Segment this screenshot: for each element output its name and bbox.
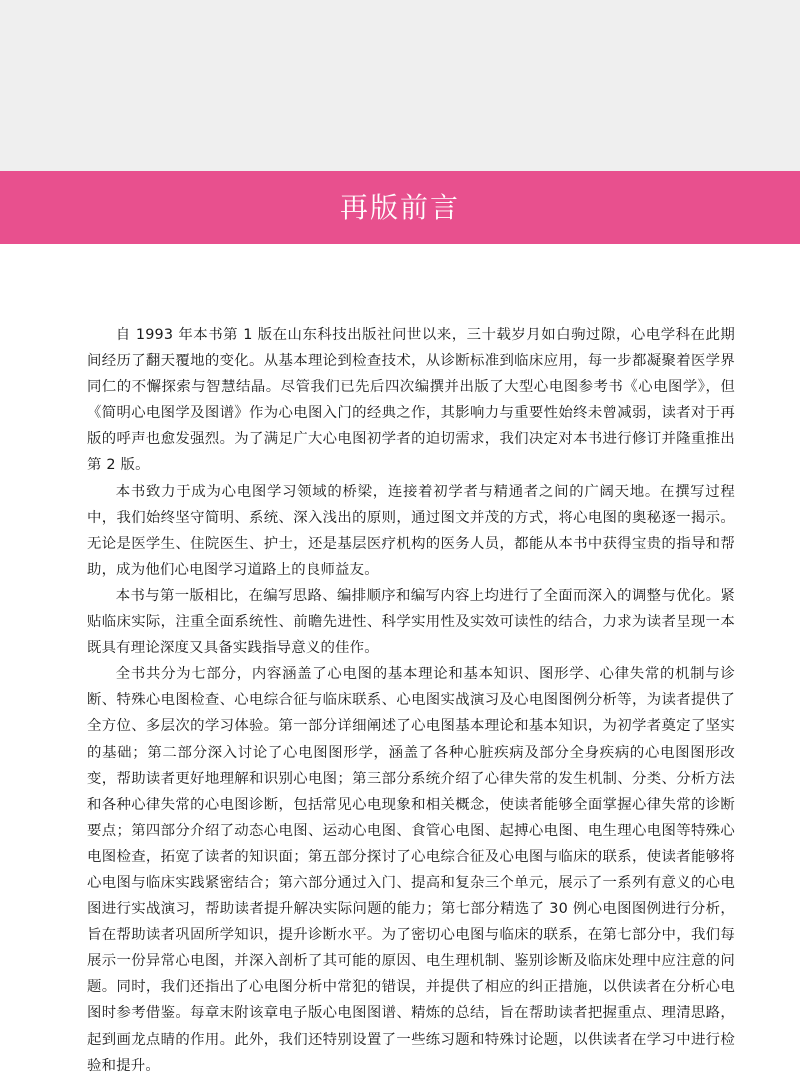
page-title: 再版前言 — [339, 191, 460, 224]
title-banner — [0, 171, 800, 244]
paragraph-2: 本书致力于成为心电图学习领域的桥梁，连接着初学者与精通者之间的广阔天地。在撰写过程中，我们始终坚守简明、系统、深入浅出的原则，通过图文并茂的方式，将心电图的奥秘逐一揭示。无论是医学生、住院医生、护士，还是基层医疗机构的医务人员，都能从本书中获得宝贵的指导和帮助，成为他们心电图学习道路上的良师益友。 — [87, 483, 735, 578]
paragraph-3: 本书与第一版相比，在编写思路、编排顺序和编写内容上均进行了全面而深入的调整与优化。紧贴临床实际，注重全面系统性、前瞻先进性、科学实用性及实效可读性的结合，力求为读者呈现一本既具有理论深度又具备实践指导意义的佳作。 — [87, 587, 735, 657]
paragraph-1: 自 1993 年本书第 1 版在山东科技出版社问世以来，三十载岁月如白驹过隙，心电学科在此期间经历了翻天覆地的变化。从基本理论到检查技术，从诊断标准到临床应用，每一步都凝聚着医学界同仁的不懈探索与智慧结晶。尽管我们已先后四次编撰并出版了大型心电图参考书《心电图学》，但《简明心电图学及图谱》作为心电图入门的经典之作，其影响力与重要性始终未曾减弱，读者对于再版的呼声也愈发强烈。为了满足广大心电图初学者的迫切需求，我们决定对本书进行修订并隆重推出第 2 版。 — [87, 327, 735, 474]
paragraph-4: 全书共分为七部分，内容涵盖了心电图的基本理论和基本知识、图形学、心律失常的机制与诊断、特殊心电图检查、心电综合征与临床联系、心电图实战演习及心电图图例分析等，为读者提供了全方位、多层次的学习体验。第一部分详细阐述了心电图基本理论和基本知识，为初学者奠定了坚实的基础；第二部分深入讨论了心电图图形学，涵盖了各种心脏疾病及部分全身疾病的心电图图形改变，帮助读者更好地理解和识别心电图；第三部分系统介绍了心律失常的发生机制、分类、分析方法和各种心律失常的心电图诊断，包括常见心电现象和相关概念，使读者能够全面掌握心律失常的诊断要点；第四部分介绍了动态心电图、运动心电图、食管心电图、起搏心电图、电生理心电图等特殊心电图检查，拓宽了读者的知识面；第五部分探讨了心电综合征及心电图与临床的联系，使读者能够将心电图与临床实践紧密结合；第六部分通过入门、提高和复杂三个单元，展示了一系列有意义的心电图进行实战演习，帮助读者提升解决实际问题的能力；第七部分精选了 30 例心电图图例进行分析，旨在帮助读者巩固所学知识，提升诊断水平。为了密切心电图与临床的联系，在第七部分中，我们每展示一份异常心电图，并深入剖析了其可能的原因、电生理机制、鉴别诊断及临床处理中应注意的问题。同时，我们还指出了心电图分析中常犯的错误，并提供了相应的纠正措施，以供读者在分析心电图时参考借鉴。每章末附该章电子版心电图图谱、精炼的总结，旨在帮助读者把握重点、理清思路，起到画龙点睛的作用。此外，我们还特别设置了一些练习题和特殊讨论题，以供读者在学习中进行检验和提升。 — [87, 666, 735, 1074]
preface-body — [87, 322, 735, 1079]
page-header-band — [0, 0, 800, 171]
